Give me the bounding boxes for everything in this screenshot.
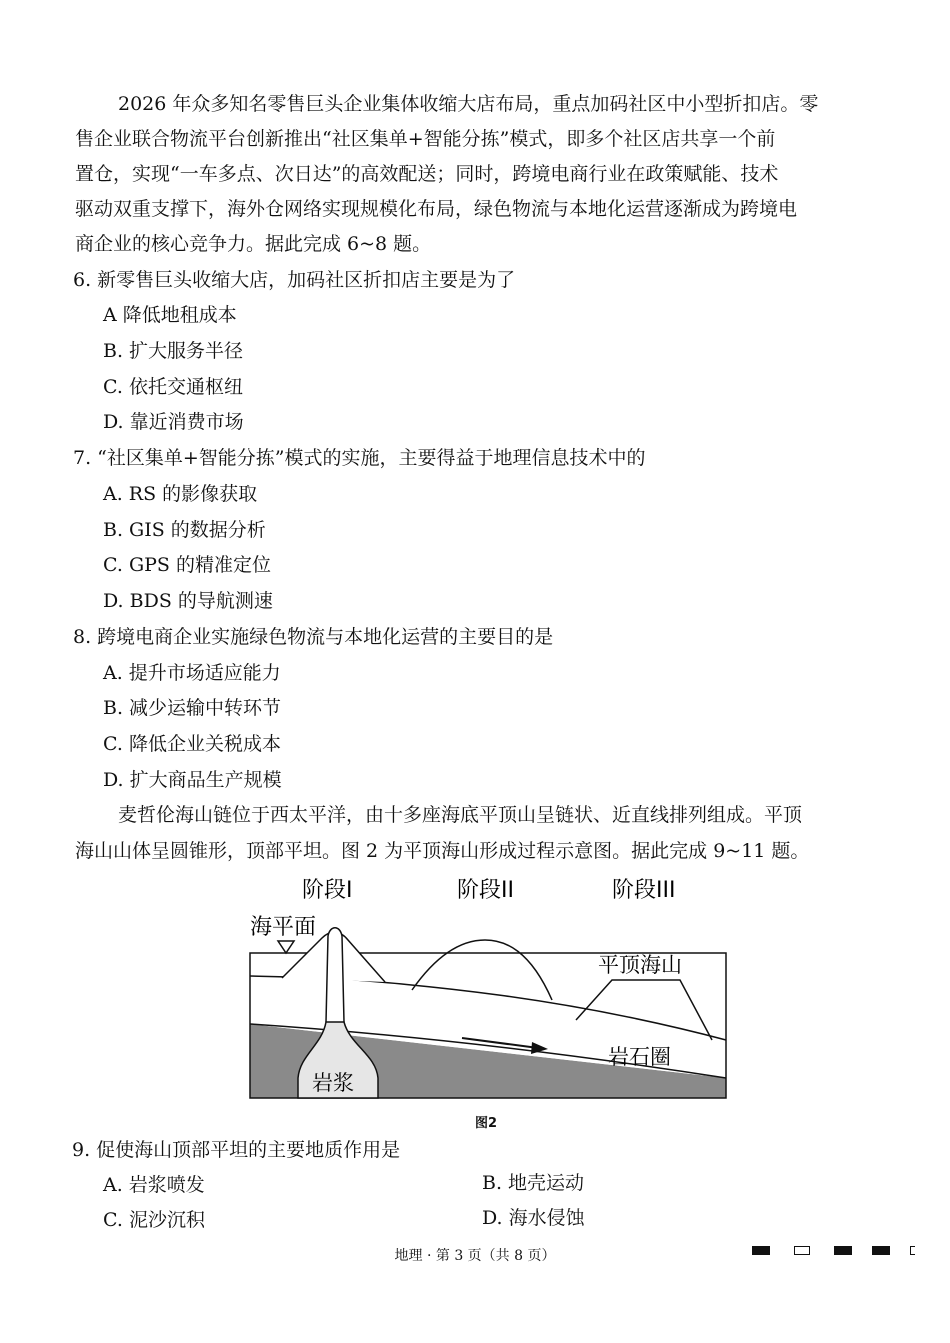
option-c[interactable]: C. GPS 的精准定位 bbox=[103, 554, 271, 576]
question-stem: 9. 促使海山顶部平坦的主要地质作用是 bbox=[72, 1139, 401, 1161]
question-stem: 7. “社区集单+智能分拣”模式的实施，主要得益于地理信息技术中的 bbox=[73, 447, 646, 469]
seamount-stage-2 bbox=[412, 940, 552, 1000]
option-a[interactable]: A 降低地租成本 bbox=[103, 304, 237, 326]
sea-level-label: 海平面 bbox=[250, 915, 317, 940]
lithosphere-label: 岩石圈 bbox=[608, 1045, 671, 1069]
guyot-label: 平顶海山 bbox=[598, 953, 682, 977]
passage-line: 商企业的核心竞争力。据此完成 6~8 题。 bbox=[75, 233, 432, 255]
page-footer: 地理 · 第 3 页（共 8 页） bbox=[394, 1248, 556, 1264]
passage-line: 置仓，实现“一车多点、次日达”的高效配送；同时，跨境电商行业在政策赋能、技术 bbox=[75, 163, 779, 185]
sea-level-marker-icon bbox=[278, 941, 294, 953]
option-a[interactable]: A. RS 的影像获取 bbox=[103, 483, 258, 505]
magma-label: 岩浆 bbox=[312, 1071, 354, 1095]
option-b[interactable]: B. 扩大服务半径 bbox=[103, 340, 244, 362]
option-d[interactable]: D. BDS 的导航测速 bbox=[103, 590, 273, 612]
option-a[interactable]: A. 岩浆喷发 bbox=[103, 1174, 205, 1196]
question-stem: 6. 新零售巨头收缩大店，加码社区折扣店主要是为了 bbox=[73, 269, 516, 291]
solid-mark-icon bbox=[872, 1246, 890, 1255]
solid-mark-icon bbox=[834, 1246, 852, 1255]
option-a[interactable]: A. 提升市场适应能力 bbox=[103, 662, 281, 684]
option-c[interactable]: C. 降低企业关税成本 bbox=[103, 733, 281, 755]
partial-mark-icon bbox=[910, 1246, 915, 1255]
passage-line: 售企业联合物流平台创新推出“社区集单+智能分拣”模式，即多个社区店共享一个前 bbox=[75, 128, 776, 150]
option-b[interactable]: B. 减少运输中转环节 bbox=[103, 697, 282, 719]
figure-caption: 图2 bbox=[475, 1116, 498, 1131]
option-d[interactable]: D. 海水侵蚀 bbox=[482, 1207, 585, 1229]
option-b[interactable]: B. GIS 的数据分析 bbox=[103, 519, 266, 541]
option-c[interactable]: C. 依托交通枢纽 bbox=[103, 376, 243, 398]
option-b[interactable]: B. 地壳运动 bbox=[482, 1172, 585, 1194]
passage-line: 麦哲伦海山链位于西太平洋，由十多座海底平顶山呈链状、近直线排列组成。平顶 bbox=[118, 804, 803, 826]
stage-3-label: 阶段III bbox=[612, 878, 676, 903]
hollow-mark-icon bbox=[794, 1246, 810, 1255]
option-c[interactable]: C. 泥沙沉积 bbox=[103, 1209, 205, 1231]
option-d[interactable]: D. 靠近消费市场 bbox=[103, 411, 244, 433]
passage-line: 驱动双重支撑下，海外仓网络实现规模化布局，绿色物流与本地化运营逐渐成为跨境电 bbox=[75, 198, 798, 220]
stage-2-label: 阶段II bbox=[457, 878, 514, 903]
guyot-formation-diagram bbox=[240, 868, 740, 1106]
passage-line: 海山山体呈圆锥形，顶部平坦。图 2 为平顶海山形成过程示意图。据此完成 9~11 题。 bbox=[75, 840, 810, 862]
passage-line: 2026 年众多知名零售巨头企业集体收缩大店布局，重点加码社区中小型折扣店。零 bbox=[118, 93, 819, 115]
question-stem: 8. 跨境电商企业实施绿色物流与本地化运营的主要目的是 bbox=[73, 626, 554, 648]
option-d[interactable]: D. 扩大商品生产规模 bbox=[103, 769, 282, 791]
solid-mark-icon bbox=[752, 1246, 770, 1255]
magma-conduit bbox=[326, 928, 344, 1022]
stage-1-label: 阶段I bbox=[302, 878, 353, 903]
